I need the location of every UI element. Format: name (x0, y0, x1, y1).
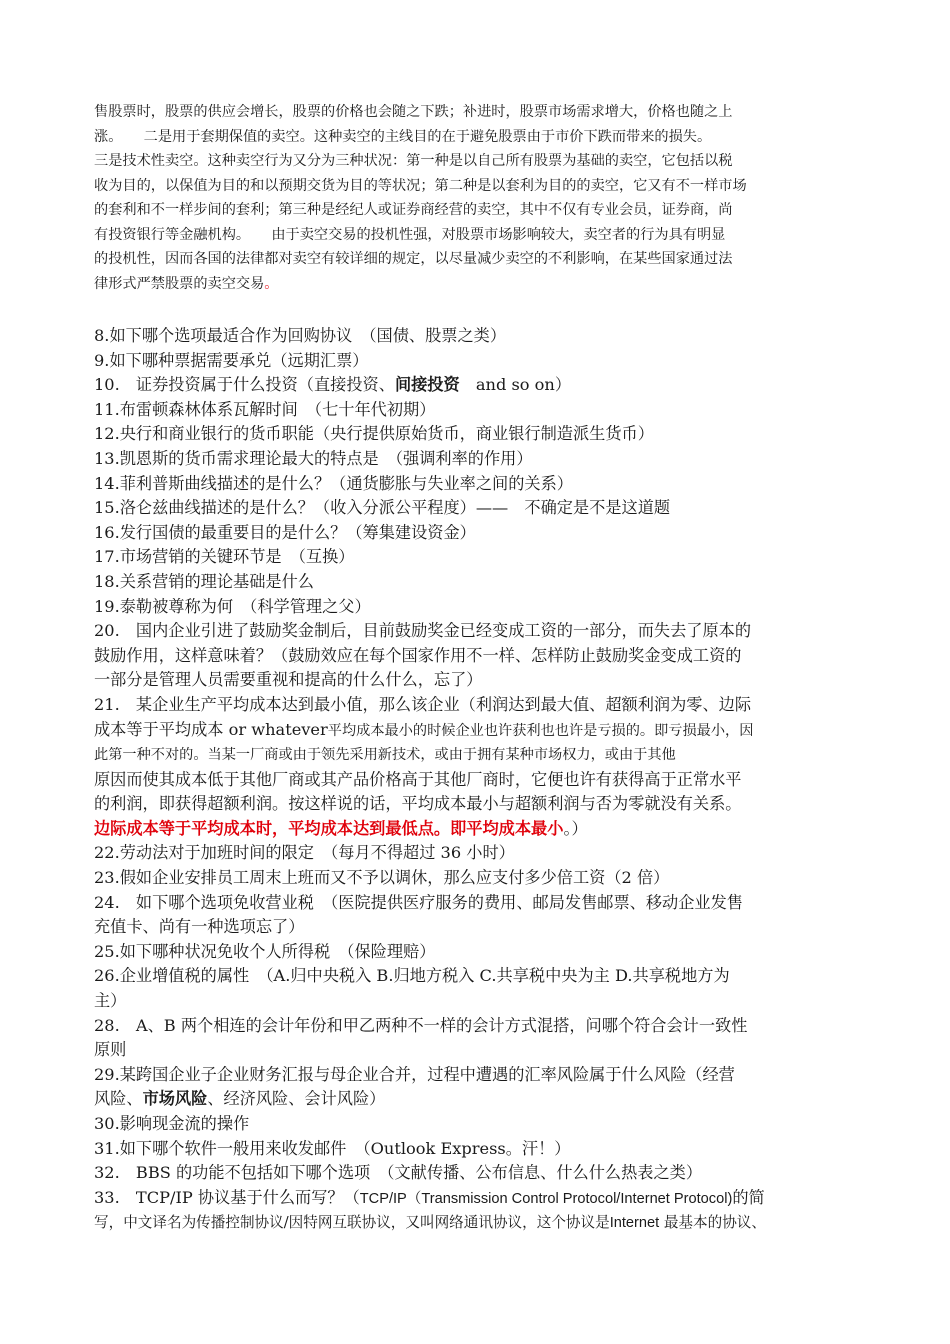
question-21-line (94, 817, 854, 842)
question-20-line: 鼓励作用，这样意味着？（鼓励效应在每个国家作用不一样、怎样防止鼓励奖金变成工资的 (94, 645, 742, 665)
question-29-line: 29.某跨国企业子企业财务汇报与母企业合并，过程中遭遇的汇率风险属于什么风险（经营 (94, 1064, 735, 1084)
question-21-line (94, 718, 854, 744)
question-20-line: 一部分是管理人员需要重视和提高的什么什么，忘了） (94, 670, 483, 690)
intro-line: 收为目的，以保值为目的和以预期交货为目的等状况；第二种是以套利为目的的卖空，它又有不一样市场 (94, 177, 747, 194)
intro-paragraph (94, 100, 854, 296)
question-14: 14.菲利普斯曲线描述的是什么？（通货膨胀与失业率之间的关系） (94, 473, 573, 493)
question-13: 13.凯恩斯的货币需求理论最大的特点是 （强调利率的作用） (94, 448, 533, 468)
question-29-bold-answer: 市场风险 (142, 1089, 208, 1109)
question-21-line: 的利润，即获得超额利润。按这样说的话，平均成本最小与超额利润与否为零就没有关系。 (94, 794, 742, 814)
intro-line: 涨。 二是用于套期保值的卖空。这种卖空的主线目的在于避免股票由于市价下跌而带来的损失。 (94, 128, 712, 145)
intro-last-mark: 。 (264, 275, 279, 292)
question-25: 25.如下哪种状况免收个人所得税 （保险理赔） (94, 941, 436, 961)
question-21-end: 。） (563, 818, 588, 838)
question-26-line: 主） (94, 991, 127, 1011)
intro-line (94, 272, 854, 297)
question-30: 30.影响现金流的操作 (94, 1114, 250, 1133)
question-20-line: 20. 国内企业引进了鼓励奖金制后，目前鼓励奖金已经变成工资的一部分，而失去了原本的 (94, 621, 752, 641)
question-16: 16.发行国债的最重要目的是什么？（筹集建设资金） (94, 522, 476, 542)
intro-line: 售股票时，股票的供应会增长，股票的价格也会随之下跌；补进时，股票市场需求增大，价格也随之上 (94, 104, 733, 120)
question-19: 19.泰勒被尊称为何 （科学管理之父） (94, 596, 371, 616)
question-33-text: 33. TCP/IP 协议基于什么而写？（ (94, 1187, 360, 1207)
question-33-line (94, 1186, 854, 1212)
question-28-line: 28. A、B 两个相连的会计年份和甲乙两种不一样的会计方式混搭，问哪个符合会计一致性 (94, 1015, 748, 1035)
question-33-acronym: TCP/IP（Transmission Control Protocol/Internet Protocol) (359, 1190, 733, 1207)
question-11: 11.布雷顿森林体系瓦解时间 （七十年代初期） (94, 399, 436, 419)
question-33-text: 写，中文译名为传播控制协议/因特网互联协议，又叫网络通讯协议，这个协议是 (94, 1214, 610, 1232)
question-33-tail: 的简 (732, 1187, 765, 1207)
question-10 (94, 373, 854, 398)
question-21-text: 成本等于平均成本 or whatever (94, 719, 328, 739)
question-23: 23.假如企业安排员工周末上班而又不予以调休，那么应支付多少倍工资（2 倍） (94, 868, 670, 888)
question-21-line: 原因而使其成本低于其他厂商或其产品价格高于其他厂商时，它便也许有获得高于正常水平 (94, 769, 742, 789)
intro-last-text: 律形式严禁股票的卖空交易 (94, 275, 265, 292)
question-12: 12.央行和商业银行的货币职能（央行提供原始货币，商业银行制造派生货币） (94, 424, 654, 444)
question-31: 31.如下哪个软件一般用来收发邮件 （Outlook Express。汗！） (94, 1138, 571, 1158)
question-8: 8.如下哪个选项最适合作为回购协议 （国债、股票之类） (94, 326, 507, 345)
question-29-tail: 、经济风险、会计风险） (207, 1089, 386, 1109)
question-list (94, 324, 854, 1236)
question-10-text: 10. 证券投资属于什么投资（直接投资、 (94, 375, 395, 395)
intro-line: 的套利和不一样步间的套利；第三种是经纪人或证券商经营的卖空，其中不仅有专业会员，证券商，尚 (94, 202, 733, 218)
question-17: 17.市场营销的关键环节是 （互换） (94, 547, 355, 567)
question-10-bold-answer: 间接投资 (394, 375, 460, 395)
question-9: 9.如下哪种票据需要承兑（远期汇票） (94, 350, 369, 370)
question-33-line (94, 1211, 854, 1236)
question-33-tail: 最基本的协议、 (659, 1214, 766, 1232)
question-21-highlight: 边际成本等于平均成本时，平均成本达到最低点。即平均成本最小 (94, 818, 564, 838)
question-21-note: 平均成本最小的时候企业也许获利也也许是亏损的。即亏损最小，因 (327, 722, 754, 739)
question-29-line (94, 1087, 854, 1112)
question-29-text: 风险、 (94, 1089, 143, 1109)
question-21-line: 21. 某企业生产平均成本达到最小值，那么该企业（利润达到最大值、超额利润为零、边际 (94, 694, 752, 714)
question-32: 32. BBS 的功能不包括如下哪个选项 （文献传播、公布信息、什么什么热表之类） (94, 1163, 703, 1183)
question-24-line: 充值卡、尚有一种选项忘了） (94, 917, 305, 937)
question-28-line: 原则 (94, 1040, 127, 1060)
question-22: 22.劳动法对于加班时间的限定 （每月不得超过 36 小时） (94, 843, 515, 863)
intro-line: 的投机性，因而各国的法律都对卖空有较详细的规定，以尽量减少卖空的不利影响，在某些国家通过法 (94, 251, 733, 267)
question-26-line: 26.企业增值税的属性 （A.归中央税入 B.归地方税入 C.共享税中央为主 D.共享税地方为 (94, 966, 730, 986)
question-21-line: 此第一种不对的。当某一厂商或由于领先采用新技术，或由于拥有某种市场权力，或由于其他 (94, 747, 676, 764)
intro-line: 三是技术性卖空。这种卖空行为又分为三种状况：第一种是以自己所有股票为基础的卖空，它包括以税 (94, 153, 733, 169)
question-24-line: 24. 如下哪个选项免收营业税 （医院提供医疗服务的费用、邮局发售邮票、移动企业发售 (94, 892, 743, 912)
question-15: 15.洛仑兹曲线描述的是什么？（收入分派公平程度）—— 不确定是不是这道题 (94, 498, 671, 518)
question-18: 18.关系营销的理论基础是什么 (94, 571, 314, 591)
question-33-internet: Internet (609, 1215, 660, 1232)
question-10-tail: and so on） (459, 375, 572, 395)
intro-line: 有投资银行等金融机构。 由于卖空交易的投机性强，对股票市场影响较大，卖空者的行为具有明显 (94, 226, 726, 243)
